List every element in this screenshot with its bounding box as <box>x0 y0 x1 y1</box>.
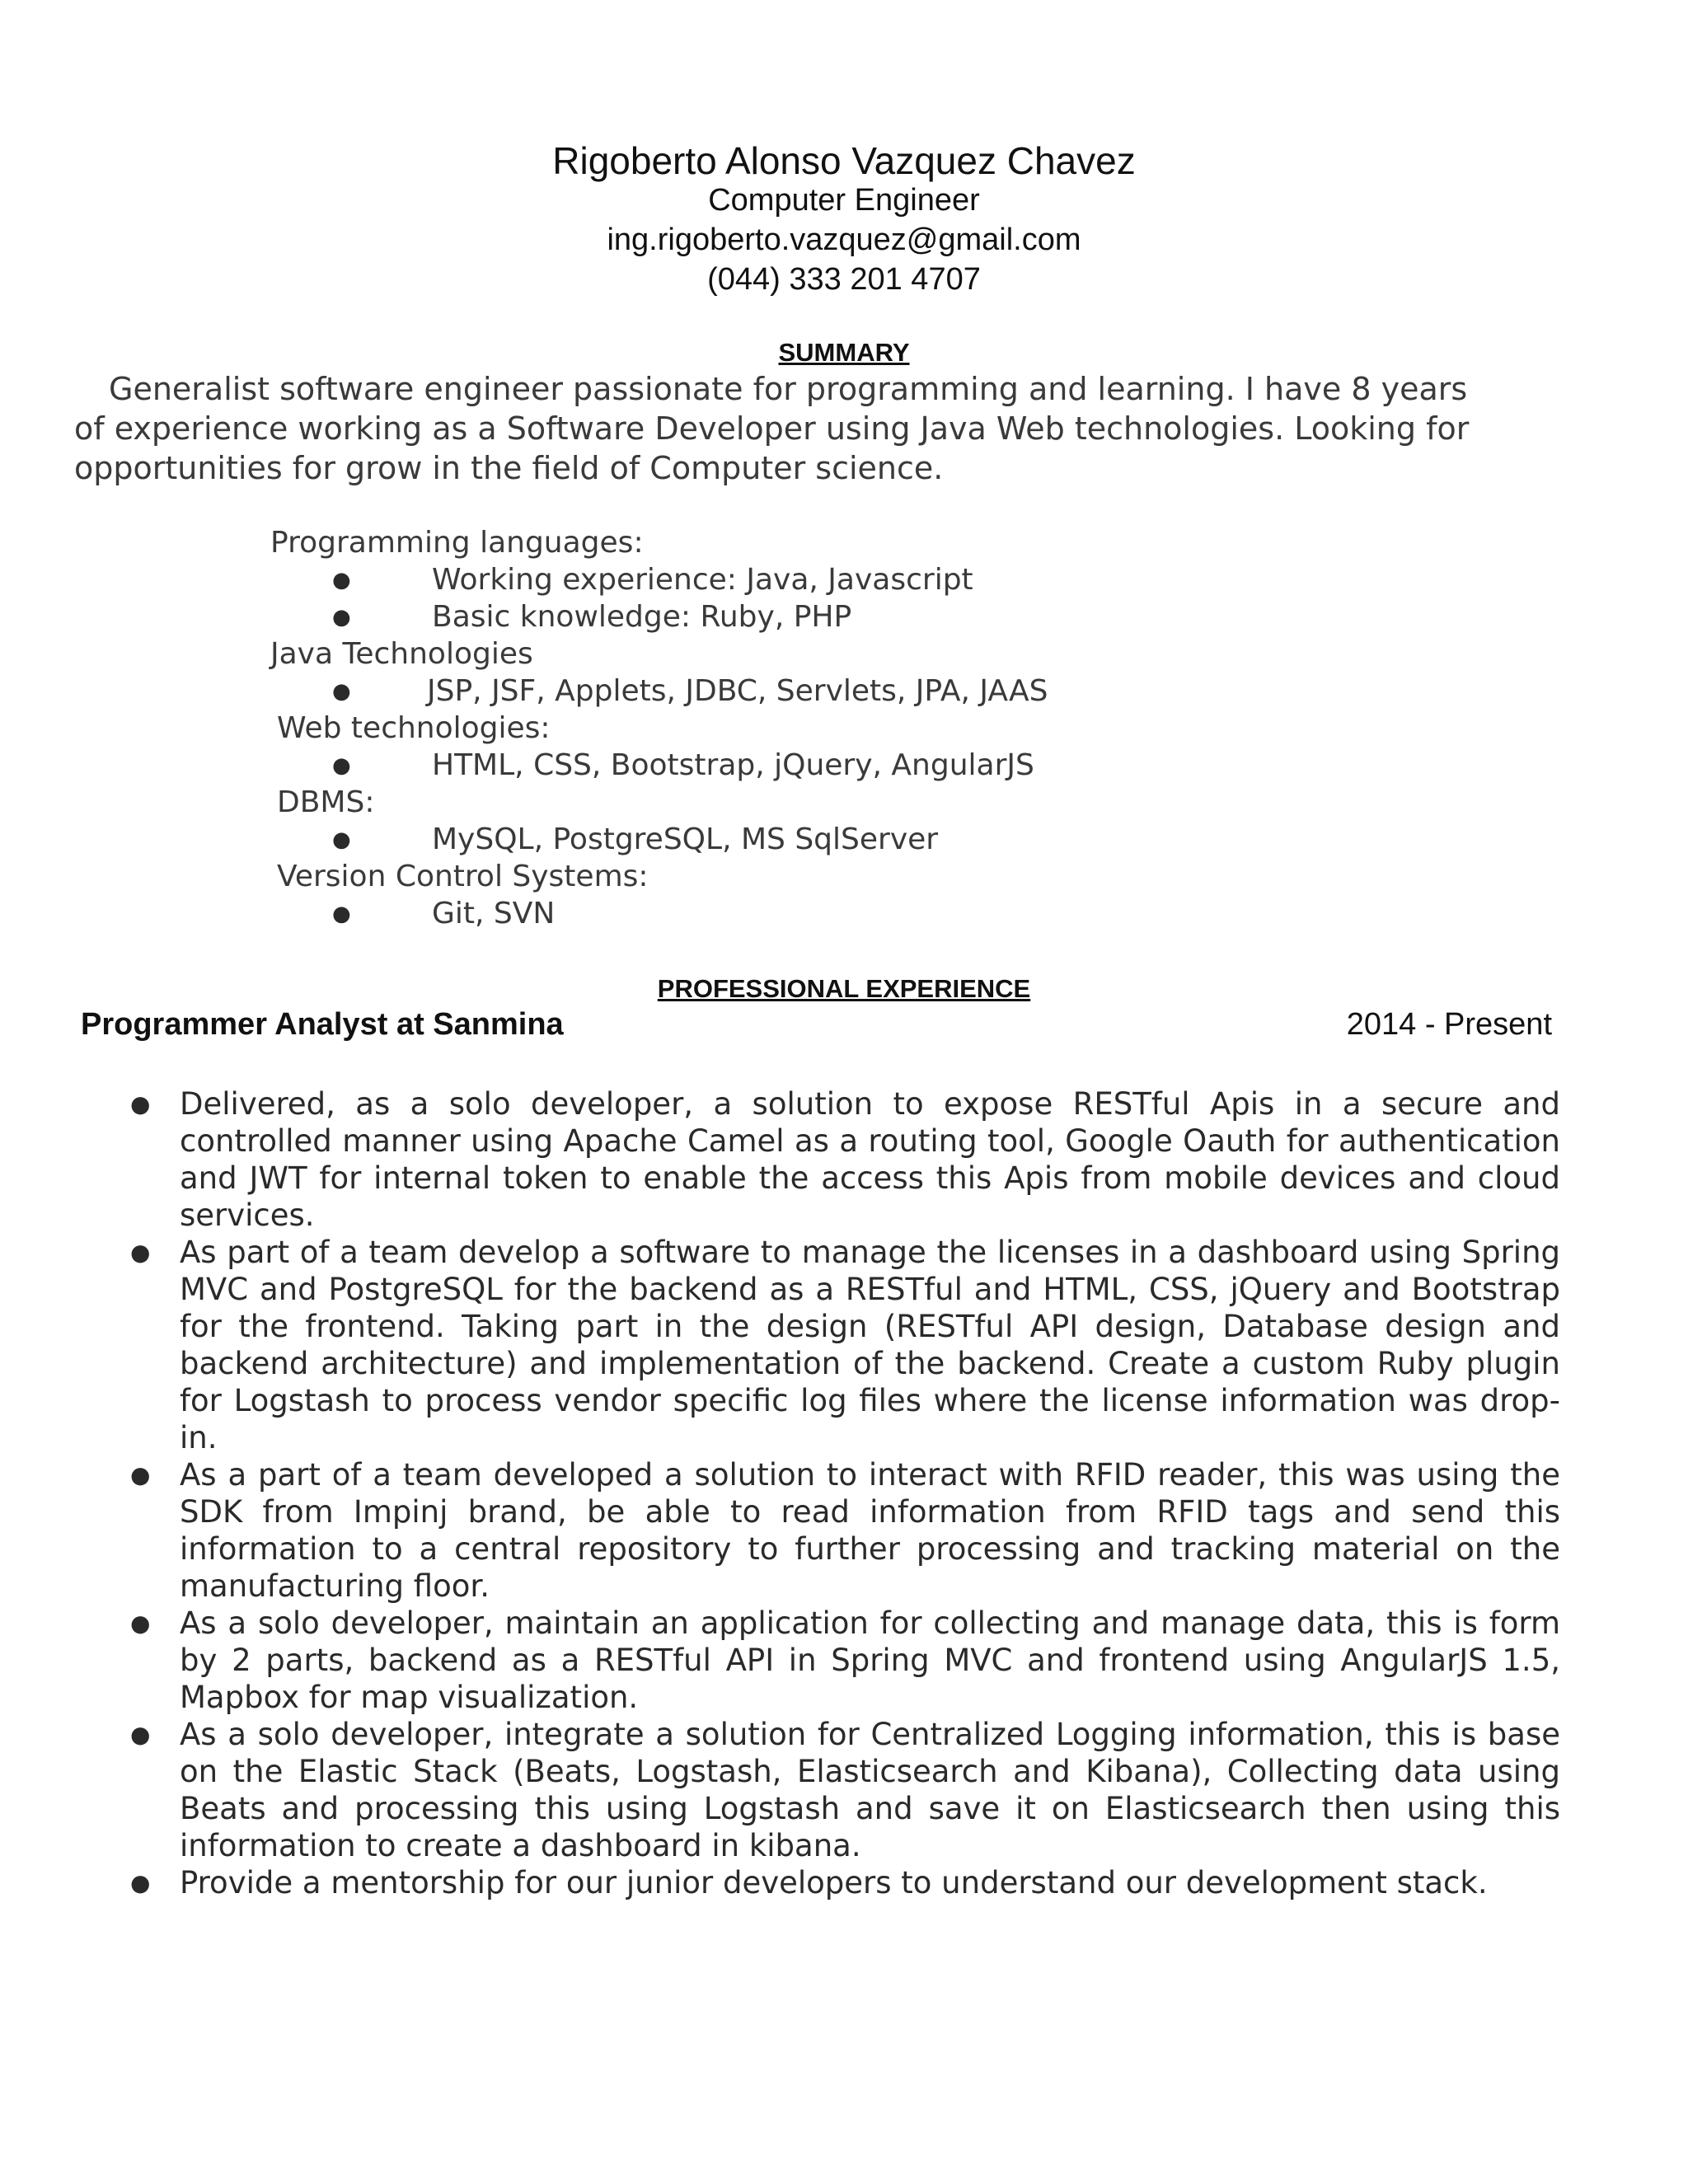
job-dates: 2014 - Present <box>1346 1007 1552 1042</box>
skill-item-java: JSP, JSF, Applets, JDBC, Servlets, JPA, JAAS <box>427 674 1048 708</box>
bullet-icon: ● <box>332 605 351 630</box>
summary-heading: SUMMARY <box>778 338 910 367</box>
candidate-role: Computer Engineer <box>708 183 980 218</box>
list-item <box>130 1605 1560 1716</box>
summary-paragraph <box>74 369 1558 488</box>
list-item <box>130 1716 1560 1864</box>
list-item-text: As a part of a team developed a solution to interact with RFID reader, this was using the SDK from Impinj brand, be able to read information from RFID tags and send this information to a central repository to further processing and tracking material on the manufacturing floor. <box>180 1457 1560 1604</box>
skill-item-dbms: MySQL, PostgreSQL, MS SqlServer <box>432 823 939 856</box>
skill-category-vcs: Version Control Systems: <box>277 860 649 893</box>
bullet-icon: ● <box>332 827 351 852</box>
list-item-text: Delivered, as a solo developer, a solution to expose RESTful Apis in a secure and controlled manner using Apache Camel as a routing tool, Google Oauth for authentication and JWT for internal token to enable the access this Apis from mobile devices and cloud services. <box>180 1086 1560 1233</box>
candidate-email: ing.rigoberto.vazquez@gmail.com <box>607 223 1081 257</box>
skill-category-web: Web technologies: <box>277 711 551 745</box>
bullet-icon: ● <box>332 568 351 593</box>
candidate-name: Rigoberto Alonso Vazquez Chavez <box>552 139 1136 182</box>
bullet-icon: ● <box>130 1721 151 1748</box>
bullet-icon: ● <box>332 679 351 704</box>
bullet-icon: ● <box>130 1610 151 1637</box>
bullet-icon: ● <box>130 1239 151 1266</box>
skill-item-web: HTML, CSS, Bootstrap, jQuery, AngularJS <box>432 748 1034 782</box>
skill-category-programming: Programming languages: <box>270 526 644 560</box>
skill-category-java: Java Technologies <box>270 637 533 671</box>
skill-item-programming-basic: Basic knowledge: Ruby, PHP <box>432 600 852 634</box>
list-item-text: As a solo developer, maintain an application for collecting and manage data, this is form by 2 parts, backend as a RESTful API in Spring MVC and frontend using AngularJS 1.5, Mapbox for map visualization. <box>180 1605 1560 1715</box>
list-item <box>130 1456 1560 1605</box>
summary-first-line: Generalist software engineer passionate for programming and learning. I have 8 years <box>109 371 1468 407</box>
list-item-text: Provide a mentorship for our junior developers to understand our development stack. <box>180 1865 1488 1900</box>
experience-bullet-list <box>0 1085 1688 1901</box>
list-item <box>130 1085 1560 1234</box>
list-item <box>130 1234 1560 1456</box>
job-title: Programmer Analyst at Sanmina <box>81 1007 564 1042</box>
list-item <box>130 1864 1560 1901</box>
bullet-icon: ● <box>130 1461 151 1488</box>
list-item-text: As part of a team develop a software to manage the licenses in a dashboard using Spring MVC and PostgreSQL for the backend as a RESTful and HTML, CSS, jQuery and Bootstrap for the frontend. Taking part in the design (RESTful API design, Database design and backend architecture) and implementation of the backend. Create a custom Ruby plugin for Logstash to process vendor specific log files where the license information was drop-in. <box>180 1235 1560 1455</box>
bullet-icon: ● <box>130 1090 151 1118</box>
summary-rest: of experience working as a Software Developer using Java Web technologies. Looking for opportunities for grow in the field of Computer science. <box>74 410 1470 486</box>
experience-heading: PROFESSIONAL EXPERIENCE <box>657 974 1031 1003</box>
skill-category-dbms: DBMS: <box>277 785 375 819</box>
bullet-icon: ● <box>130 1869 151 1896</box>
bullet-icon: ● <box>332 902 351 926</box>
skill-item-vcs: Git, SVN <box>432 897 556 930</box>
skill-item-programming-working: Working experience: Java, Javascript <box>432 563 973 597</box>
candidate-phone: (044) 333 201 4707 <box>707 262 981 297</box>
bullet-icon: ● <box>332 753 351 778</box>
list-item-text: As a solo developer, integrate a solution for Centralized Logging information, this is base on the Elastic Stack (Beats, Logstash, Elasticsearch and Kibana), Collecting data using Beats and processing this using Logstash and save it on Elasticsearch then using this information to create a dashboard in kibana. <box>180 1717 1560 1863</box>
